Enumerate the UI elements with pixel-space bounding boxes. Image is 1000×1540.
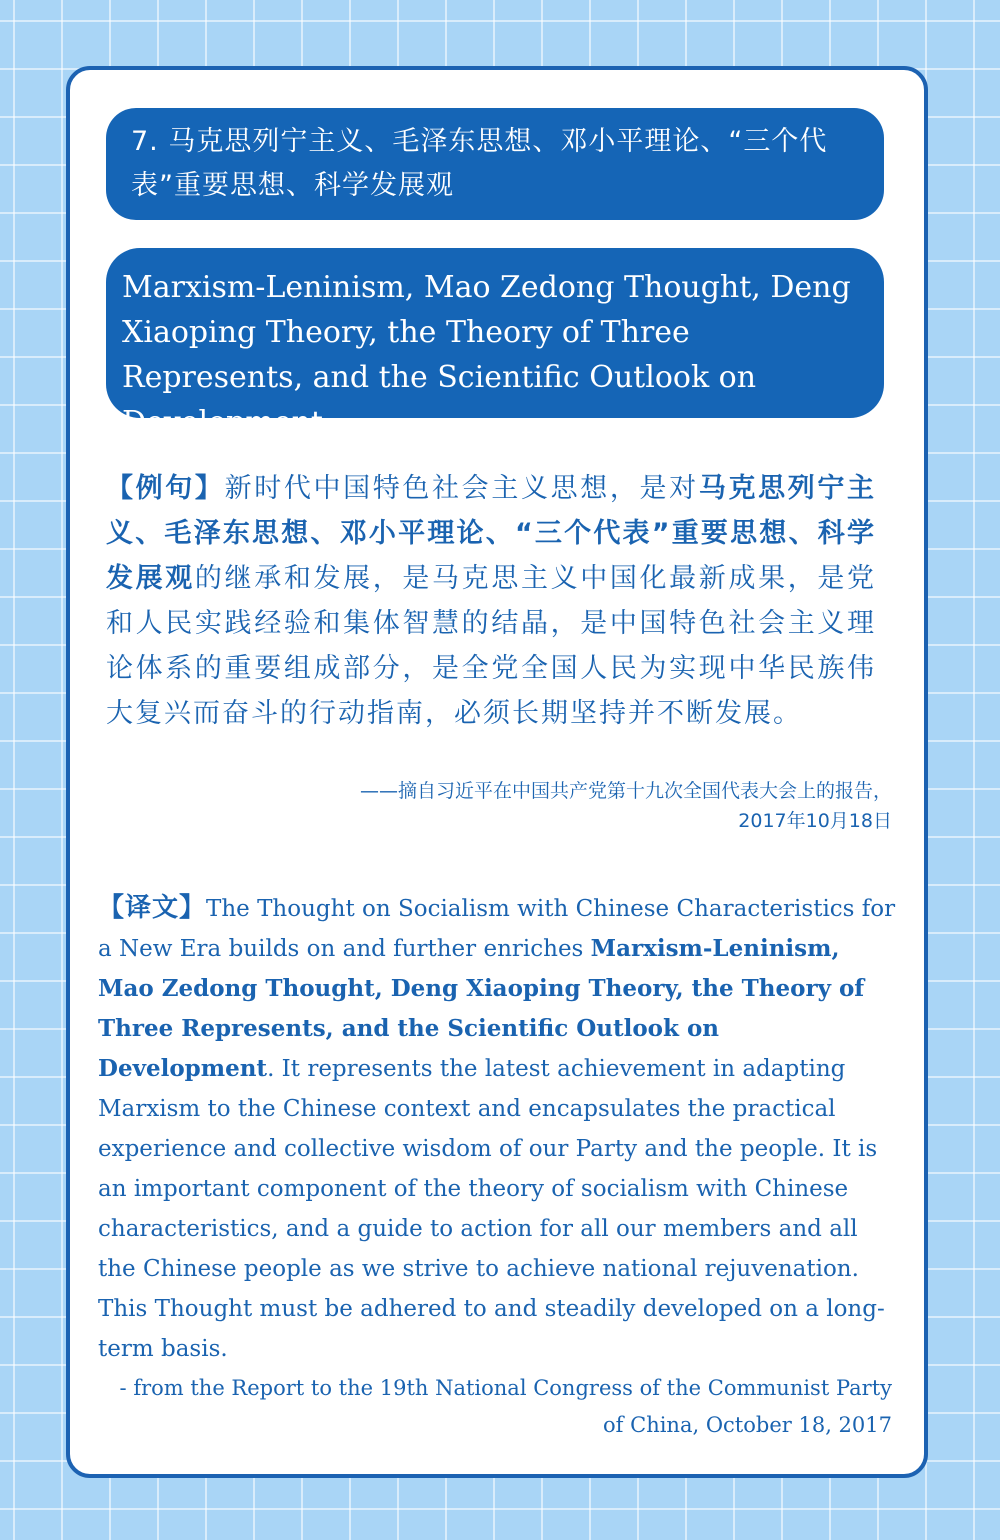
term-chinese-title: 7. 马克思列宁主义、毛泽东思想、邓小平理论、“三个代表”重要思想、科学发展观 <box>131 126 828 201</box>
term-english-banner <box>106 248 884 440</box>
source-en-line1: - from the Report to the 19th National Congress of the Communist Party <box>119 1376 892 1400</box>
source-en-line2: of China, October 18, 2017 <box>603 1413 892 1437</box>
term-chinese-banner <box>106 108 884 220</box>
example-text-before: 新时代中国特色社会主义思想，是对 <box>224 473 699 504</box>
example-tag: 【例句】 <box>106 473 225 504</box>
term-english-title: Marxism-Leninism, Mao Zedong Thought, Deng Xiaoping Theory, the Theory of Three Represents, and the Scientific Outlook on Development <box>122 270 851 440</box>
source-citation-english <box>92 1370 892 1444</box>
translation-highlight: Marxism-Leninism, Mao Zedong Thought, Deng Xiaoping Theory, the Theory of Three Represents, and the Scientific Outlook on Development <box>98 935 865 1082</box>
source-citation-chinese <box>212 776 892 836</box>
translation-english <box>98 888 898 1369</box>
example-text-after: 的继承和发展，是马克思主义中国化最新成果，是党和人民实践经验和集体智慧的结晶，是中国特色社会主义理论体系的重要组成部分，是全党全国人民为实现中华民族伟大复兴而奋斗的行动指南，必须长期坚持并不断发展。 <box>106 563 877 729</box>
translation-text-after: . It represents the latest achievement in adapting Marxism to the Chinese context and encapsulates the practical experience and collective wisdom of our Party and the people. It is an important component of the theory of socialism with Chinese characteristics, and a guide to action for all our members and all the Chinese people as we strive to achieve national rejuvenation. This Thought must be adhered to and steadily developed on a long-term basis. <box>98 1056 885 1362</box>
example-highlight: 马克思列宁主义、毛泽东思想、邓小平理论、“三个代表”重要思想、科学发展观 <box>106 473 877 594</box>
example-sentence-chinese <box>106 466 876 736</box>
source-cn-line2: 2017年10月18日 <box>738 810 892 832</box>
content-card <box>66 66 928 1478</box>
translation-text-before: The Thought on Socialism with Chinese Characteristics for a New Era builds on and further enriches <box>98 896 896 962</box>
source-cn-line1: ——摘自习近平在中国共产党第十九次全国代表大会上的报告， <box>359 780 892 802</box>
translation-tag: 【译文】 <box>98 893 207 923</box>
